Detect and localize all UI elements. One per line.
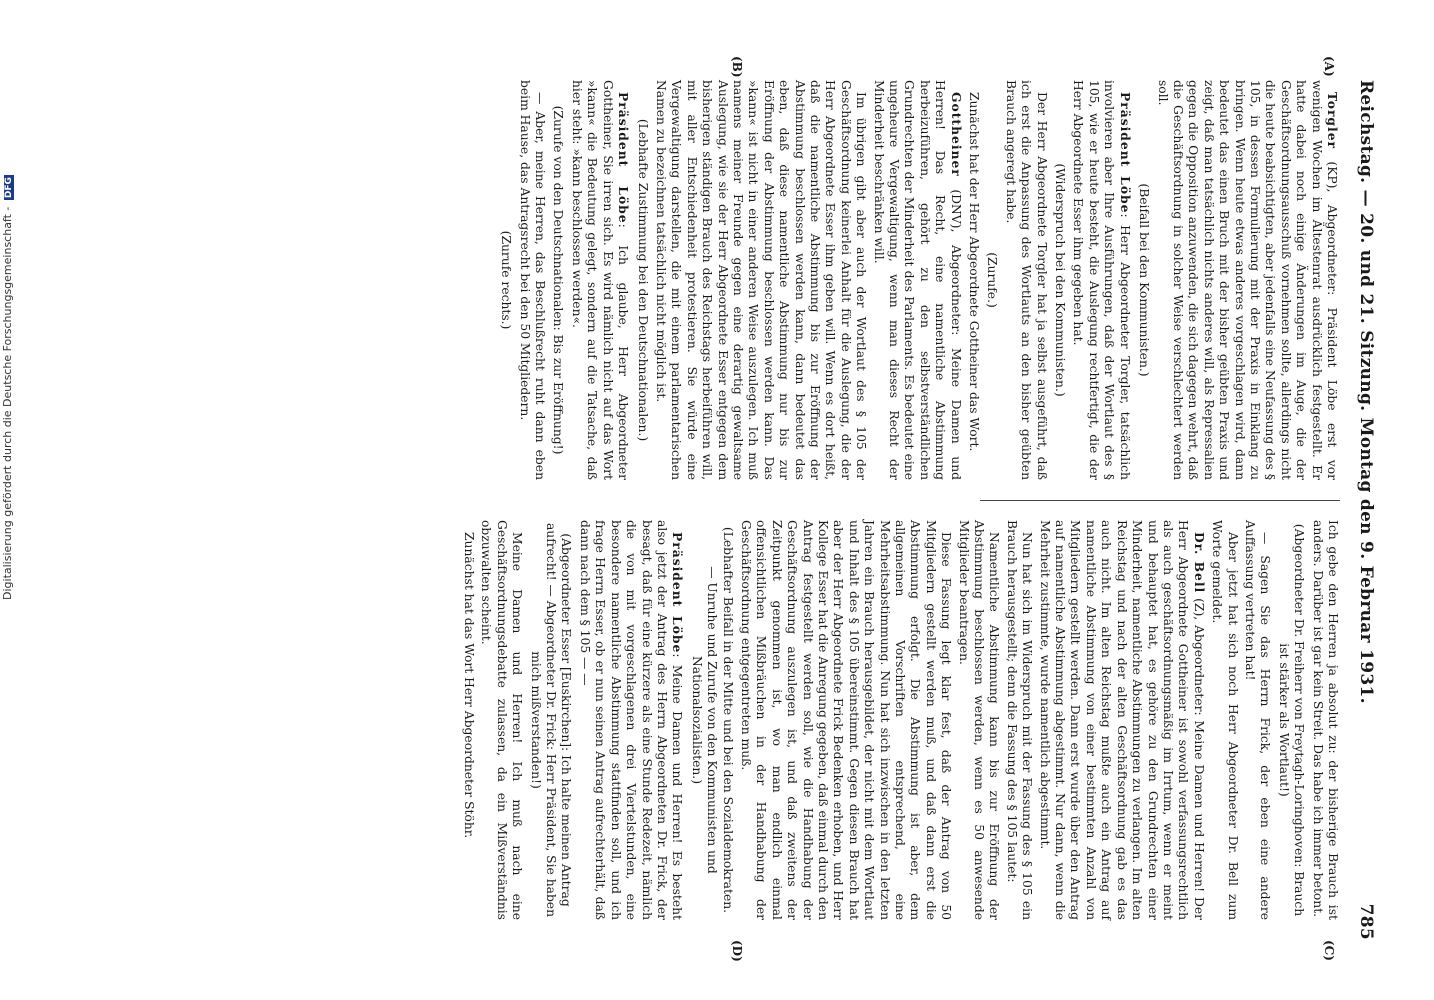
speaker-name: Gottheiner [948, 92, 964, 177]
paragraph [1242, 520, 1273, 920]
interjection: (Abgeordneter Esser [Euskirchen]: Ich halte meinen Antrag aufrecht! — Abgeordneter Dr. Frick: Herr Präsident, Sie haben mich mißverstanden!) [528, 522, 574, 918]
paragraph-text: (KP), Abgeordneter: Präsident Löbe erst vor wenigen Wochen im Ältestenrat ausdrücklich festgestellt. Er hatte dabei noch einige Änderungen im Auge, die der Geschäftsordnungsausschuß vornehmen sollte, allerdings nicht die heute beabsichtigten, aber jedenfalls eine Neufassung des § 105, in dessen Formulierung mit der Praxis in Einklang zu bringen. Wenn heute etwas anderes vorgeschlagen wird, dann bedeutet das einen Bruch mit der bisher geübten Praxis und zeigt, daß man tatsächlich nichts anderes will, als Repressalien gegen die Opposition anzuwenden, die sich dagegen wehrt, daß die Geschäftsordnung in solcher Weise verschlechtert werden soll. [1155, 80, 1339, 481]
margin-letter-b: (B) [730, 56, 744, 78]
paragraph-text: Meine Damen und Herren! Ich muß nach eine Geschäftsordnungsdebatte zulassen, da ein Mißverständnis obzuwalten scheint. [479, 520, 525, 920]
right-text-column [459, 520, 1340, 920]
footer-text: Digitalisierung gefördert durch die Deutsche Forschungsgemeinschaft - [1, 206, 14, 600]
paragraph-text: Zunächst hat der Herr Abgeordnete Gottheiner das Wort. [967, 92, 982, 452]
paragraph [516, 80, 547, 480]
paragraph [653, 80, 869, 480]
paragraph-text: Aber jetzt hat sich noch Herr Abgeordneter Dr. Bell zum Worte gemeldet. [1210, 520, 1240, 920]
paragraph-text: Namentliche Abstimmung kann bis zur Eröffnung der Abstimmung beschlossen werden, wenn es 50 anwesende Mitglieder beantragen. [956, 520, 1002, 920]
interjection: (Zurufe rechts.) [499, 230, 514, 330]
interjection: (Abgeordneter Dr. Freiherr von Freytagh-Loringhoven: Brauch ist stärker als Wortlaut!) [1276, 523, 1307, 917]
paragraph [1002, 80, 1048, 480]
paragraph [1209, 520, 1240, 920]
interjection: (Zurufe von den Deutschnationalen: Bis zur Eröffnung!) [551, 105, 566, 455]
paragraph-text: Der Herr Abgeordnete Torgler hat ja selbst ausgeführt, daß ich erst die Anpassung des Wortlauts an den bisher geübten Brauch angeregt habe. [1003, 80, 1049, 480]
interjection: (Widerspruch bei den Kommunisten.) [1053, 163, 1068, 397]
paragraph-text: Diese Fassung legt klar fest, daß der Antrag von 50 Mitgliedern gestellt werden muß, und daß dann erst die Abstimmung erfolgt. Die Abstimmung ist aber, dem allgemeinen Vorschriften entsprechend, eine Mehrheitsabstimmung. Nun hat sich inzwischen in den letzten Jahren ein Brauch herausgebildet, der nicht mit dem Wortlaut und Inhalt des § 105 übereinstimmt. Gegen diesen Brauch hat aber der Herr Abgeordnete Frick Bedenken erhoben, und Herr Kollege Esser hat die Anregung gegeben, daß einmal durch den Antrag festgestellt werden soll, wie die Handhabung der Geschäftsordnung auszulegen ist, und daß zweitens der Zeitpunkt genommen ist, wo man endlich einmal offensichtlichen Mißbräuchen in der Handhabung der Geschäftsordnung entgegentreten muß. [738, 520, 954, 920]
paragraph-text: : Ich glaube, Herr Abgeordneter Gottheiner, Sie irren sich. Es wird nämlich nicht auf das Wort »kann« die Bedeutung gelegt, sondern auf die Tatsache, daß hier steht: »kann beschlossen werden«. [569, 80, 631, 480]
margin-letter-c: (C) [1322, 940, 1336, 961]
interjection: (Beifall bei den Kommunisten.) [1137, 183, 1152, 377]
interjection: (Zurufe.) [985, 252, 1000, 308]
page-header [1350, 80, 1380, 940]
paragraph [461, 520, 476, 920]
page-number: 785 [1356, 903, 1376, 940]
left-text-column [495, 80, 1340, 480]
speech-paragraph [1036, 520, 1206, 920]
rotated-page-content [120, 56, 1380, 962]
paragraph [738, 520, 954, 920]
speaker-name: Präsident Löbe [616, 92, 632, 224]
margin-letter-d: (D) [730, 940, 744, 962]
speech-paragraph [870, 80, 963, 480]
paragraph-text: Zunächst hat das Wort Herr Abgeordneter Stöhr. [462, 532, 477, 839]
speech-paragraph [577, 520, 686, 920]
paragraph [966, 80, 981, 480]
paragraph-text: : Herr Abgeordneter Torgler, tatsächlich involvieren aber Ihre Ausführungen, daß der Wortlaut des § 105, wie er heute besteht, die Auslegung rechtfertigt, die der Herr Abgeordnete Esser ihm gegeben hat. [1071, 80, 1132, 480]
paragraph [1309, 520, 1340, 920]
speaker-name: Torgler [1325, 92, 1340, 149]
speaker-name: Präsident Löbe [670, 532, 686, 654]
paragraph-text: Im übrigen gibt aber auch der Wortlaut des § 105 der Geschäftsordnung keinerlei Anhalt für die Auslegung, die der Herr Abgeordnete Esser ihm geben will. Wenn es dort heißt, daß die namentliche Abstimmung bis zur Eröffnung der Abstimmung beschlossen werden kann, dann bedeutet das eben, daß diese namentliche Abstimmung nur bis zur Eröffnung der Abstimmung beschlossen werden kann. Das »kann« ist nicht in einer anderen Weise auszulegen. Ich muß namens meiner Freunde gegen eine derartig gewaltsame Auslegung, wie sie der Herr Abgeordnete Esser entgegen dem bisherigen ständigen Brauch des Reichstags herbeiführen will, mit aller Entschiedenheit protestieren. Sie würde eine Vergewaltigung darstellen, die mit einem parlamentarischen Namen zu bezeichnen tatsächlich nicht möglich ist. [653, 80, 869, 480]
paragraph [955, 520, 1001, 920]
paragraph-text: Nun hat sich im Widerspruch mit der Fassung des § 105 ein Brauch herausgestellt; denn die Fassung des § 105 lautet: [1004, 520, 1035, 920]
paragraph-text: — Aber, meine Herren, das Beschlußrecht ruht dann eben beim Hause, das Antragsrecht bei den 50 Mitgliedern. [517, 80, 548, 480]
speaker-name: Dr. Bell [1191, 532, 1207, 594]
speech-paragraph [1154, 80, 1340, 480]
running-title: Reichstag. — 20. und 21. Sitzung. Montag den 9. Februar 1931. [1356, 80, 1376, 704]
speech-paragraph [1070, 80, 1133, 480]
paragraph-text: Ich gebe den Herren ja absolut zu: der bisherige Brauch ist anders. Darüber ist gar kein Streit. Das habe ich immer betont. [1310, 520, 1340, 920]
paragraph-text: (Z), Abgeordneter: Meine Damen und Herren! Der Herr Abgeordnete Gottheiner ist sowohl verfassungsrechtlich als auch geschäftsordnungsmäßig im Irrtum, wenn er meint und behauptet hat, es gehöre zu den Grundrechten einer Minderheit, namentliche Abstimmungen zu verlangen. Im alten Reichstag und nach der alten Geschäftsordnung gab es das auch nicht. Im alten Reichstag mußte auch ein Antrag auf namentliche Abstimmung von einer bestimmten Anzahl von Mitgliedern gestellt werden. Dann erst wurde über den Antrag auf namentliche Abstimmung abgestimmt. Nur dann, wenn die Mehrheit zustimmte, wurde namentlich abgestimmt. [1037, 520, 1206, 920]
speech-paragraph [569, 80, 632, 480]
column-divider [980, 500, 1340, 501]
paragraph [1003, 520, 1034, 920]
paragraph-text: : Meine Damen und Herren! Es besteht also jetzt der Antrag des Herrn Abgeordneten Dr. Frick, der besagt, daß für eine kürzere als eine Stunde Redezeit, nämlich die von mit vorgeschlagenen drei Viertelstunden, eine besondere namentliche Abstimmung stattfinden soll, und ich frage Herrn Esser, ob er nun seinen Antrag aufrechterhält, daß dann nach dem § 105 — — [577, 520, 685, 921]
speaker-name: Präsident Löbe [1117, 92, 1133, 214]
digitization-footer [1, 175, 14, 600]
paragraph-text: (DNV), Abgeordneter: Meine Damen und Herren! Das Recht, eine namentliche Abstimmung herbeizuführen, gehört zu den selbstverständlichen Grundrechten der Minderheit des Parlaments. Es bedeutet eine ungeheure Vergewaltigung, wenn man dieses Recht der Minderheit beschränken will. [871, 80, 963, 480]
paragraph [478, 520, 524, 920]
margin-letter-a: (A) [1322, 56, 1336, 77]
dfg-logo: DFG [4, 177, 14, 199]
interjection: (Lebhafte Zustimmung bei den Deutschnationalen.) [635, 118, 650, 442]
interjection: (Lebhafter Beifall in der Mitte und bei den Sozialdemokraten. — Unruhe und Zurufe von den Kommunisten und Nationalsozialisten.) [689, 526, 735, 914]
paragraph-text: — Sagen Sie das Herrn Frick, der eben eine andere Auffassung vertreten hat! [1242, 520, 1273, 920]
